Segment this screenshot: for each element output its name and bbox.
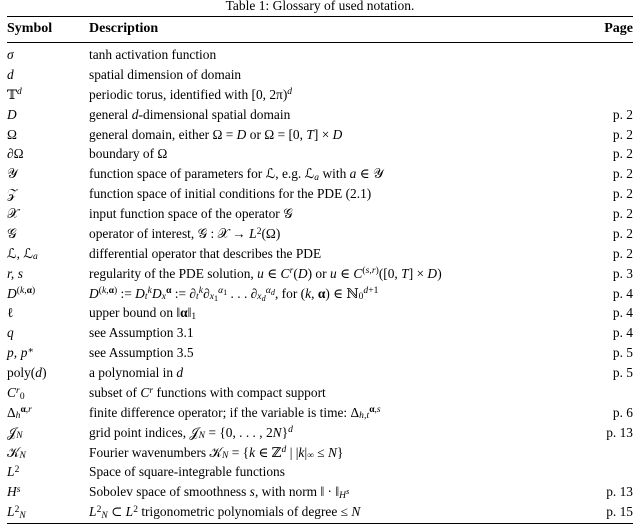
table-row: [7, 502, 633, 524]
table-row: [7, 482, 633, 502]
page-cell: [587, 462, 633, 482]
description-cell: periodic torus, identified with [0, 2π)$^d$: [89, 86, 293, 102]
table-row: [7, 144, 633, 164]
table-row: [7, 204, 633, 224]
table-header-row: [7, 17, 633, 43]
description-cell: spatial dimension of domain: [89, 66, 242, 82]
description-cell: tanh activation function: [89, 47, 217, 62]
description-cell: general domain, either Ω = D or Ω = [0, T] × D: [89, 126, 343, 142]
table-row: [7, 363, 633, 383]
table-row: [7, 303, 633, 323]
page-cell: p. 13: [606, 484, 633, 500]
symbol-cell: d: [7, 66, 14, 82]
glossary-body: [7, 43, 633, 524]
symbol-cell: poly(d): [7, 365, 47, 380]
description-cell: Fourier wavenumbers 𝒦$_N$ = {k ∈ ℤ$^d$ | $|k|_\infty \le N$}: [89, 444, 344, 462]
symbol-cell: 𝒵: [7, 186, 18, 202]
glossary-table: [7, 16, 633, 524]
description-cell: boundary of Ω: [89, 146, 168, 162]
table-row: [7, 422, 633, 442]
description-cell: grid point indices, 𝒥$_N$ = {0, . . . , 2N}$^d$: [89, 424, 293, 442]
symbol-cell: $C^r_0$: [7, 384, 25, 402]
page-cell: p. 3: [612, 265, 633, 281]
symbol-cell: 𝒢: [7, 225, 17, 241]
description-cell: Space of square-integrable functions: [89, 464, 285, 480]
symbol-cell: r, s: [7, 265, 24, 281]
description-cell: $D^{(k,\alpha)}$ := $D_t^kD_x^\alpha$ := $\partial_t^k\partial_{x_1}^{\alpha_1}$ . . . $\partial_{x_d}^{\alpha_d}$, for (k, α) ∈ ℕ$_0^{d+1}$: [89, 285, 379, 303]
description-cell: Sobolev space of smoothness s, with norm ‖ · $‖_{H^s}$: [89, 484, 350, 501]
description-cell: operator of interest, 𝒢 : 𝒳 → $L^2(\Omega)$: [89, 225, 281, 241]
description-cell: upper bound on $‖\alpha‖_1$: [89, 305, 197, 323]
page-cell: p. 2: [612, 225, 633, 241]
description-cell: subset of $C^r$ functions with compact support: [89, 384, 326, 400]
page-cell: [587, 43, 633, 65]
table-row: [7, 462, 633, 482]
symbol-cell: p, p∗: [7, 345, 34, 361]
symbol-cell: ℓ: [7, 305, 14, 321]
header-description: Description: [89, 17, 587, 43]
page-cell: p. 4: [612, 305, 633, 321]
table-row: [7, 382, 633, 402]
table-caption: Table 1: Glossary of used notation.: [225, 0, 415, 13]
page-cell: p. 2: [612, 245, 633, 261]
page-cell: p. 6: [612, 404, 633, 420]
description-cell: general d-dimensional spatial domain: [89, 106, 291, 122]
table-row: [7, 343, 633, 363]
description-cell: function space of parameters for ℒ, e.g. ℒ$_a$ with a ∈ 𝒴: [89, 166, 384, 183]
page-cell: p. 4: [612, 285, 633, 301]
page-cell: p. 5: [612, 365, 633, 380]
symbol-cell: Ω: [7, 126, 17, 142]
description-cell: input function space of the operator 𝒢: [89, 206, 293, 221]
page-cell: [587, 442, 633, 462]
table-row: [7, 442, 633, 462]
table-row: [7, 283, 633, 303]
page-cell: p. 5: [612, 345, 633, 361]
page-cell: [587, 64, 633, 84]
symbol-cell: 𝒴: [7, 166, 18, 182]
description-cell: $L^2_N$ ⊂ $L^2$ trigonometric polynomials of degree ≤ N: [89, 502, 587, 524]
symbol-cell: D: [7, 106, 17, 122]
symbol-cell: σ: [7, 47, 14, 62]
description-cell: function space of initial conditions for the PDE (2.1): [89, 186, 372, 202]
page-cell: p. 13: [606, 424, 633, 440]
page-cell: [587, 84, 633, 104]
symbol-cell: 𝒦$_N$: [7, 444, 26, 462]
page-cell: p. 2: [612, 106, 633, 122]
table-row: [7, 43, 633, 65]
table-row: [7, 323, 633, 343]
table-row: [7, 164, 633, 184]
header-symbol: Symbol: [7, 17, 89, 43]
page-cell: p. 4: [612, 325, 633, 341]
symbol-cell: $H^s$: [7, 484, 21, 500]
symbol-cell: $L^2$: [7, 464, 20, 480]
symbol-cell: 𝕋$^d$: [7, 86, 22, 102]
symbol-cell: 𝒳: [7, 206, 19, 221]
page-cell: [587, 382, 633, 402]
page-cell: p. 15: [587, 502, 633, 524]
description-cell: see Assumption 3.5: [89, 345, 194, 361]
page-cell: p. 2: [612, 186, 633, 202]
table-row: [7, 104, 633, 124]
symbol-cell: q: [7, 325, 14, 341]
table-row: [7, 124, 633, 144]
page-cell: p. 2: [612, 206, 633, 221]
description-cell: differential operator that describes the PDE: [89, 245, 322, 261]
table-row: [7, 263, 633, 283]
table-row: [7, 84, 633, 104]
table-row: [7, 64, 633, 84]
symbol-cell: ℒ, ℒ$_a$: [7, 245, 38, 263]
table-row: [7, 243, 633, 263]
table-header: [7, 17, 633, 43]
table-row: [7, 223, 633, 243]
table-row: [7, 402, 633, 422]
symbol-cell: $D^{(k,\alpha)}$: [7, 285, 36, 301]
page-cell: p. 2: [612, 146, 633, 162]
description-cell: finite difference operator; if the variable is time: $\Delta_{h,t}^{\alpha,s}$: [89, 404, 381, 422]
description-cell: see Assumption 3.1: [89, 325, 194, 341]
header-page: Page: [587, 17, 633, 43]
page-cell: p. 2: [612, 166, 633, 182]
symbol-cell: $L^2_N$: [7, 502, 89, 524]
symbol-cell: 𝒥$_N$: [7, 424, 23, 442]
page-cell: p. 2: [612, 126, 633, 142]
symbol-cell: $\Delta_h^{\alpha,r}$: [7, 404, 32, 422]
symbol-cell: ∂Ω: [7, 146, 24, 162]
description-cell: regularity of the PDE solution, u ∈ $C^r(D)$ or u ∈ C$^{(s,r)}$([0, T] × D): [89, 265, 442, 281]
table-row: [7, 184, 633, 204]
description-cell: a polynomial in d: [89, 365, 184, 380]
